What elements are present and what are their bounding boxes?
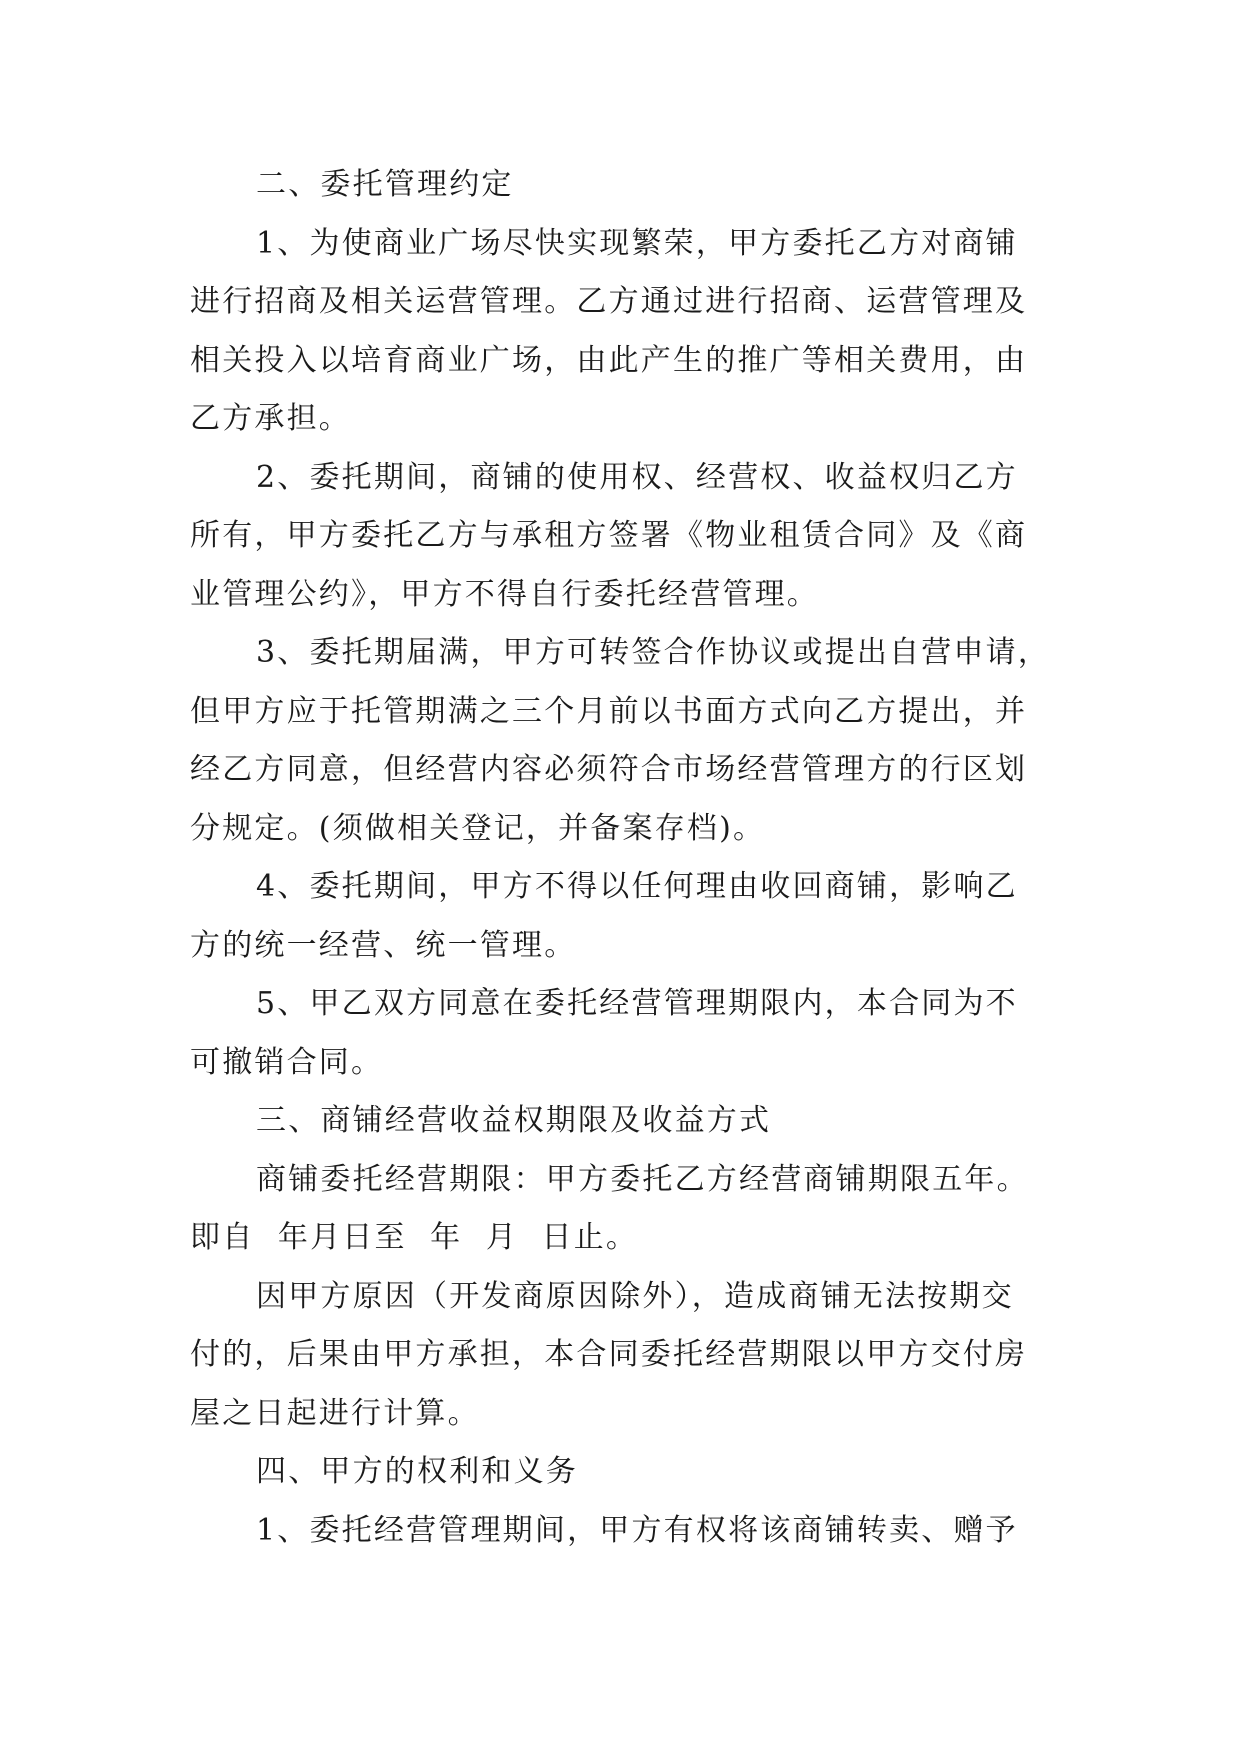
- text-line: 经乙方同意，但经营内容必须符合市场经营管理方的行区划: [190, 752, 1028, 787]
- clause-3-1: [190, 1151, 1060, 1268]
- clause-3-2: [190, 1268, 1060, 1444]
- text-line: 乙方承担。: [190, 401, 351, 436]
- text-line: 相关投入以培育商业广场，由此产生的推广等相关费用，由: [190, 342, 1028, 378]
- text-line: 三、商铺经营收益权期限及收益方式: [256, 1103, 772, 1138]
- section-heading-entrust-management: [190, 156, 1060, 215]
- text-line: 商铺委托经营期限：甲方委托乙方经营商铺期限五年。: [256, 1161, 1029, 1197]
- text-line: 可撤销合同。: [190, 1044, 384, 1080]
- clause-2-3: [190, 624, 1060, 858]
- text-line: 二、委托管理约定: [256, 167, 514, 202]
- text-line: 2、委托期间，商铺的使用权、经营权、收益权归乙方: [256, 459, 1018, 495]
- text-line: 所有，甲方委托乙方与承租方签署《物业租赁合同》及《商: [190, 518, 1028, 553]
- clause-2-5: [190, 975, 1060, 1092]
- text-line: 即自 年月日至 年 月 日止。: [190, 1220, 639, 1255]
- text-line: 4、委托期间，甲方不得以任何理由收回商铺，影响乙: [256, 869, 1018, 904]
- document-body: [190, 156, 1060, 1560]
- section-heading-income-rights: [190, 1092, 1060, 1151]
- text-line: 业管理公约》，甲方不得自行委托经营管理。: [190, 576, 819, 612]
- clause-2-4: [190, 858, 1060, 975]
- text-line: 1、为使商业广场尽快实现繁荣，甲方委托乙方对商铺: [256, 225, 1018, 261]
- section-heading-party-a-rights: [190, 1443, 1060, 1502]
- text-line: 3、委托期届满，甲方可转签合作协议或提出自营申请，: [256, 635, 1051, 670]
- text-line: 5、甲乙双方同意在委托经营管理期限内，本合同为不: [256, 986, 1018, 1021]
- text-line: 分规定。(须做相关登记，并备案存档)。: [190, 810, 766, 846]
- clause-2-2: [190, 449, 1060, 625]
- text-line: 方的统一经营、统一管理。: [190, 927, 577, 963]
- clause-4-1: [190, 1502, 1060, 1561]
- text-line: 四、甲方的权利和义务: [256, 1454, 578, 1489]
- text-line: 1、委托经营管理期间，甲方有权将该商铺转卖、赠予: [256, 1512, 1018, 1548]
- text-line: 但甲方应于托管期满之三个月前以书面方式向乙方提出，并: [190, 693, 1028, 729]
- text-line: 屋之日起进行计算。: [190, 1395, 480, 1431]
- text-line: 因甲方原因（开发商原因除外），造成商铺无法按期交: [256, 1278, 1014, 1314]
- text-line: 进行招商及相关运营管理。乙方通过进行招商、运营管理及: [190, 284, 1028, 319]
- clause-2-1: [190, 215, 1060, 449]
- text-line: 付的，后果由甲方承担，本合同委托经营期限以甲方交付房: [190, 1337, 1028, 1372]
